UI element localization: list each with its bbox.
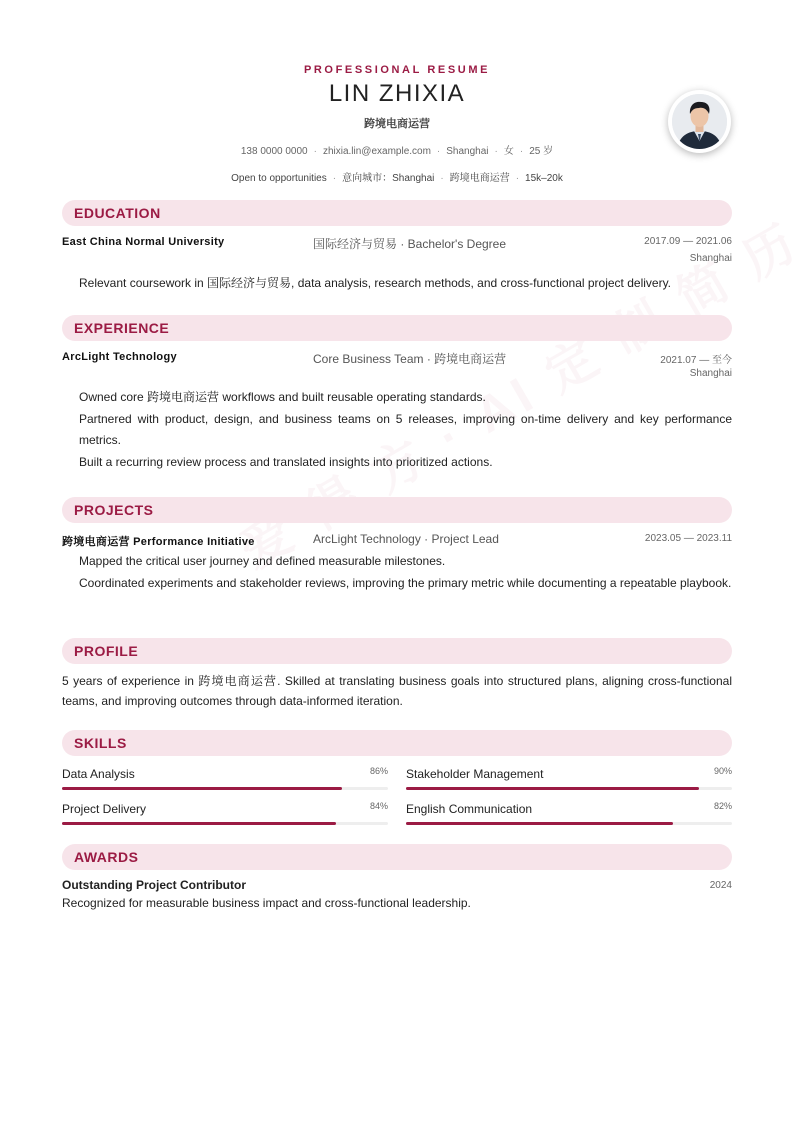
section-heading-education: EDUCATION bbox=[62, 200, 732, 226]
section-heading-skills: SKILLS bbox=[62, 730, 732, 756]
skills-section bbox=[62, 730, 732, 834]
job-status: Open to opportunities bbox=[231, 173, 327, 184]
degree: 国际经济与贸易 · Bachelor's Degree bbox=[313, 237, 507, 251]
list-item: Owned core 跨境电商运营 workflows and built reusable operating standards. bbox=[79, 390, 486, 404]
separator: · bbox=[436, 146, 441, 157]
person-portrait-icon bbox=[672, 94, 727, 149]
separator: · bbox=[332, 173, 337, 184]
skill-percent: 84% bbox=[369, 801, 388, 811]
skill-name: Data Analysis bbox=[62, 767, 135, 781]
profile-summary: 5 years of experience in 跨境电商运营. Skilled at translating business goals into structured plans, aligning cross-functional teams, and improving outcomes through data-informed iteration. bbox=[62, 674, 732, 708]
list-item: Mapped the critical user journey and defined measurable milestones. bbox=[79, 554, 446, 568]
award-name: Outstanding Project Contributor bbox=[62, 878, 246, 892]
section-heading-experience: EXPERIENCE bbox=[62, 315, 732, 341]
job-meta-line bbox=[62, 169, 732, 184]
award-year: 2024 bbox=[709, 880, 732, 891]
project-org: ArcLight Technology · Project Lead bbox=[313, 532, 499, 546]
candidate-name: LIN ZHIXIA bbox=[328, 80, 466, 107]
award-entry bbox=[62, 876, 732, 896]
skill-percent: 90% bbox=[713, 766, 732, 776]
skill-bar-fill bbox=[62, 787, 342, 790]
email[interactable]: zhixia.lin@example.com bbox=[322, 146, 431, 157]
education-section bbox=[62, 200, 732, 295]
separator: · bbox=[515, 173, 520, 184]
separator: · bbox=[494, 146, 498, 157]
education-dates: 2017.09 — 2021.06 bbox=[644, 236, 732, 247]
skill-name: English Communication bbox=[406, 802, 533, 816]
skill-bar-fill bbox=[406, 787, 699, 790]
award-description: Recognized for measurable business impact and cross-functional leadership. bbox=[62, 896, 471, 910]
experience-entry bbox=[62, 349, 732, 369]
salary: 15k–20k bbox=[525, 173, 563, 184]
education-description: Relevant coursework in 国际经济与贸易, data analysis, research methods, and cross-functional project delivery. bbox=[79, 276, 672, 290]
meta-target-role: 跨境电商运营 bbox=[449, 173, 510, 184]
education-location: Shanghai bbox=[689, 253, 732, 264]
section-heading-profile: PROFILE bbox=[62, 638, 732, 664]
separator: · bbox=[440, 173, 444, 184]
list-item: Built a recurring review process and translated insights into prioritized actions. bbox=[79, 455, 493, 469]
skill-item bbox=[406, 764, 732, 794]
skill-name: Project Delivery bbox=[62, 802, 147, 816]
project-dates: 2023.05 — 2023.11 bbox=[644, 533, 732, 544]
education-entry bbox=[62, 234, 732, 254]
profile-photo bbox=[672, 94, 727, 149]
contact-line bbox=[62, 142, 732, 157]
team-role: Core Business Team · 跨境电商运营 bbox=[313, 352, 507, 366]
location: Shanghai bbox=[446, 146, 489, 157]
city-label: 意向城市： bbox=[342, 173, 393, 184]
phone: 138 0000 0000 bbox=[240, 146, 308, 157]
list-item: Coordinated experiments and stakeholder reviews, improving the primary metric while documenting a repeatable playbook. bbox=[79, 576, 732, 590]
skill-percent: 86% bbox=[369, 766, 388, 776]
skill-bar-fill bbox=[62, 822, 336, 825]
avatar bbox=[668, 90, 731, 153]
separator: · bbox=[313, 146, 317, 157]
target-role: 跨境电商运营 bbox=[364, 118, 430, 130]
skill-percent: 82% bbox=[713, 801, 732, 811]
experience-dates: 2021.07 — 至今 bbox=[660, 355, 732, 366]
experience-location: Shanghai bbox=[689, 368, 732, 379]
experience-bullets bbox=[62, 387, 732, 473]
list-item: Partnered with product, design, and business teams on 5 releases, improving on-time delivery and key performance metrics. bbox=[79, 412, 732, 447]
target-city: Shanghai bbox=[392, 173, 435, 184]
resume-header bbox=[62, 64, 732, 184]
separator: · bbox=[519, 146, 524, 157]
skill-bar bbox=[406, 822, 732, 825]
skill-bar bbox=[62, 787, 388, 790]
awards-section bbox=[62, 844, 732, 910]
resume-overline: PROFESSIONAL RESUME bbox=[303, 64, 491, 76]
skill-item bbox=[406, 799, 732, 829]
skill-bar bbox=[62, 822, 388, 825]
project-bullets bbox=[62, 551, 732, 594]
project-name: 跨境电商运营 Performance Initiative bbox=[62, 536, 255, 548]
skill-bar bbox=[406, 787, 732, 790]
company-name: ArcLight Technology bbox=[62, 351, 177, 363]
skill-name: Stakeholder Management bbox=[406, 767, 544, 781]
skills-grid bbox=[62, 764, 732, 834]
section-heading-projects: PROJECTS bbox=[62, 497, 732, 523]
section-heading-awards: AWARDS bbox=[62, 844, 732, 870]
project-entry bbox=[62, 531, 732, 551]
skill-bar-fill bbox=[406, 822, 673, 825]
age: 25 岁 bbox=[529, 146, 554, 157]
skill-item bbox=[62, 764, 388, 794]
experience-section bbox=[62, 315, 732, 473]
projects-section bbox=[62, 497, 732, 594]
gender: 女 bbox=[503, 146, 514, 157]
profile-section bbox=[62, 638, 732, 711]
skill-item bbox=[62, 799, 388, 829]
school-name: East China Normal University bbox=[62, 236, 225, 248]
